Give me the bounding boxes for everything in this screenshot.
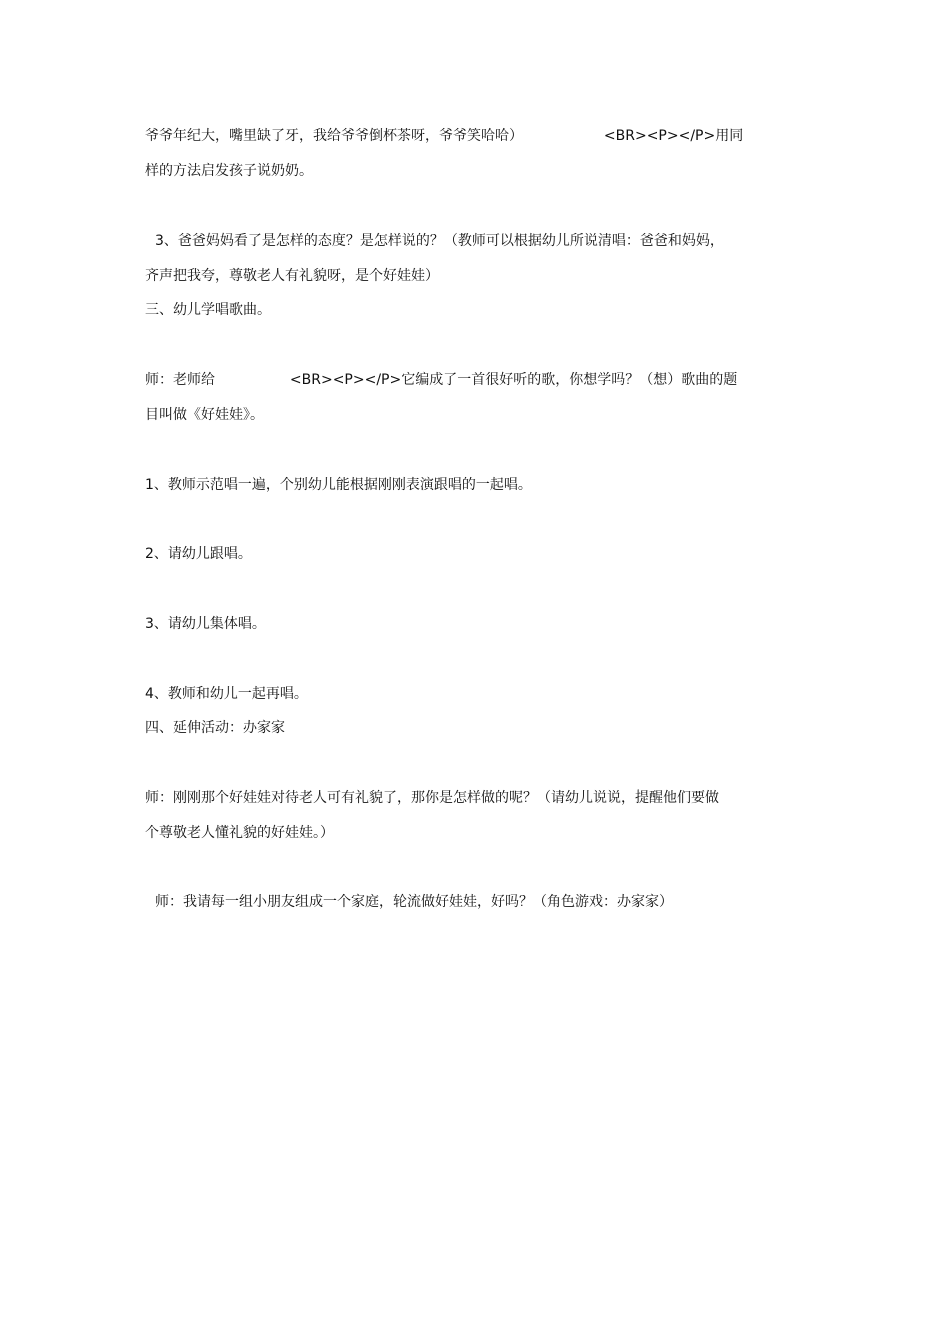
html-tag-text: <BR><P></P>用同 <box>603 128 744 144</box>
html-tag-text: <BR><P></P>它编成了一首很好听的歌，你想学吗？（想）歌曲的题 <box>289 372 738 388</box>
text-line: 样的方法启发孩子说奶奶。 <box>145 163 313 179</box>
text-segment: 师：老师给 <box>145 372 215 388</box>
text-segment: 爷爷年纪大，嘴里缺了牙，我给爷爷倒杯茶呀，爷爷笑哈哈） <box>145 128 523 144</box>
list-item: 1、教师示范唱一遍，个别幼儿能根据刚刚表演跟唱的一起唱。 <box>145 477 532 493</box>
text-line: 师：刚刚那个好娃娃对待老人可有礼貌了，那你是怎样做的呢？（请幼儿说说，提醒他们要做 <box>145 790 719 806</box>
text-line <box>145 126 743 146</box>
text-line: 个尊敬老人懂礼貌的好娃娃。） <box>145 825 334 841</box>
text-line <box>145 370 737 390</box>
list-item: 4、教师和幼儿一起再唱。 <box>145 686 308 702</box>
text-line: 齐声把我夸，尊敬老人有礼貌呀，是个好娃娃） <box>145 268 439 284</box>
list-item: 2、请幼儿跟唱。 <box>145 546 252 562</box>
section-heading: 四、延伸活动：办家家 <box>145 720 285 736</box>
list-item: 3、请幼儿集体唱。 <box>145 616 266 632</box>
text-line: 师：我请每一组小朋友组成一个家庭，轮流做好娃娃，好吗？（角色游戏：办家家） <box>155 894 673 910</box>
section-heading: 三、幼儿学唱歌曲。 <box>145 302 271 318</box>
text-line: 3、爸爸妈妈看了是怎样的态度？是怎样说的？（教师可以根据幼儿所说清唱：爸爸和妈妈， <box>155 233 724 249</box>
text-line: 目叫做《好娃娃》。 <box>145 407 264 423</box>
